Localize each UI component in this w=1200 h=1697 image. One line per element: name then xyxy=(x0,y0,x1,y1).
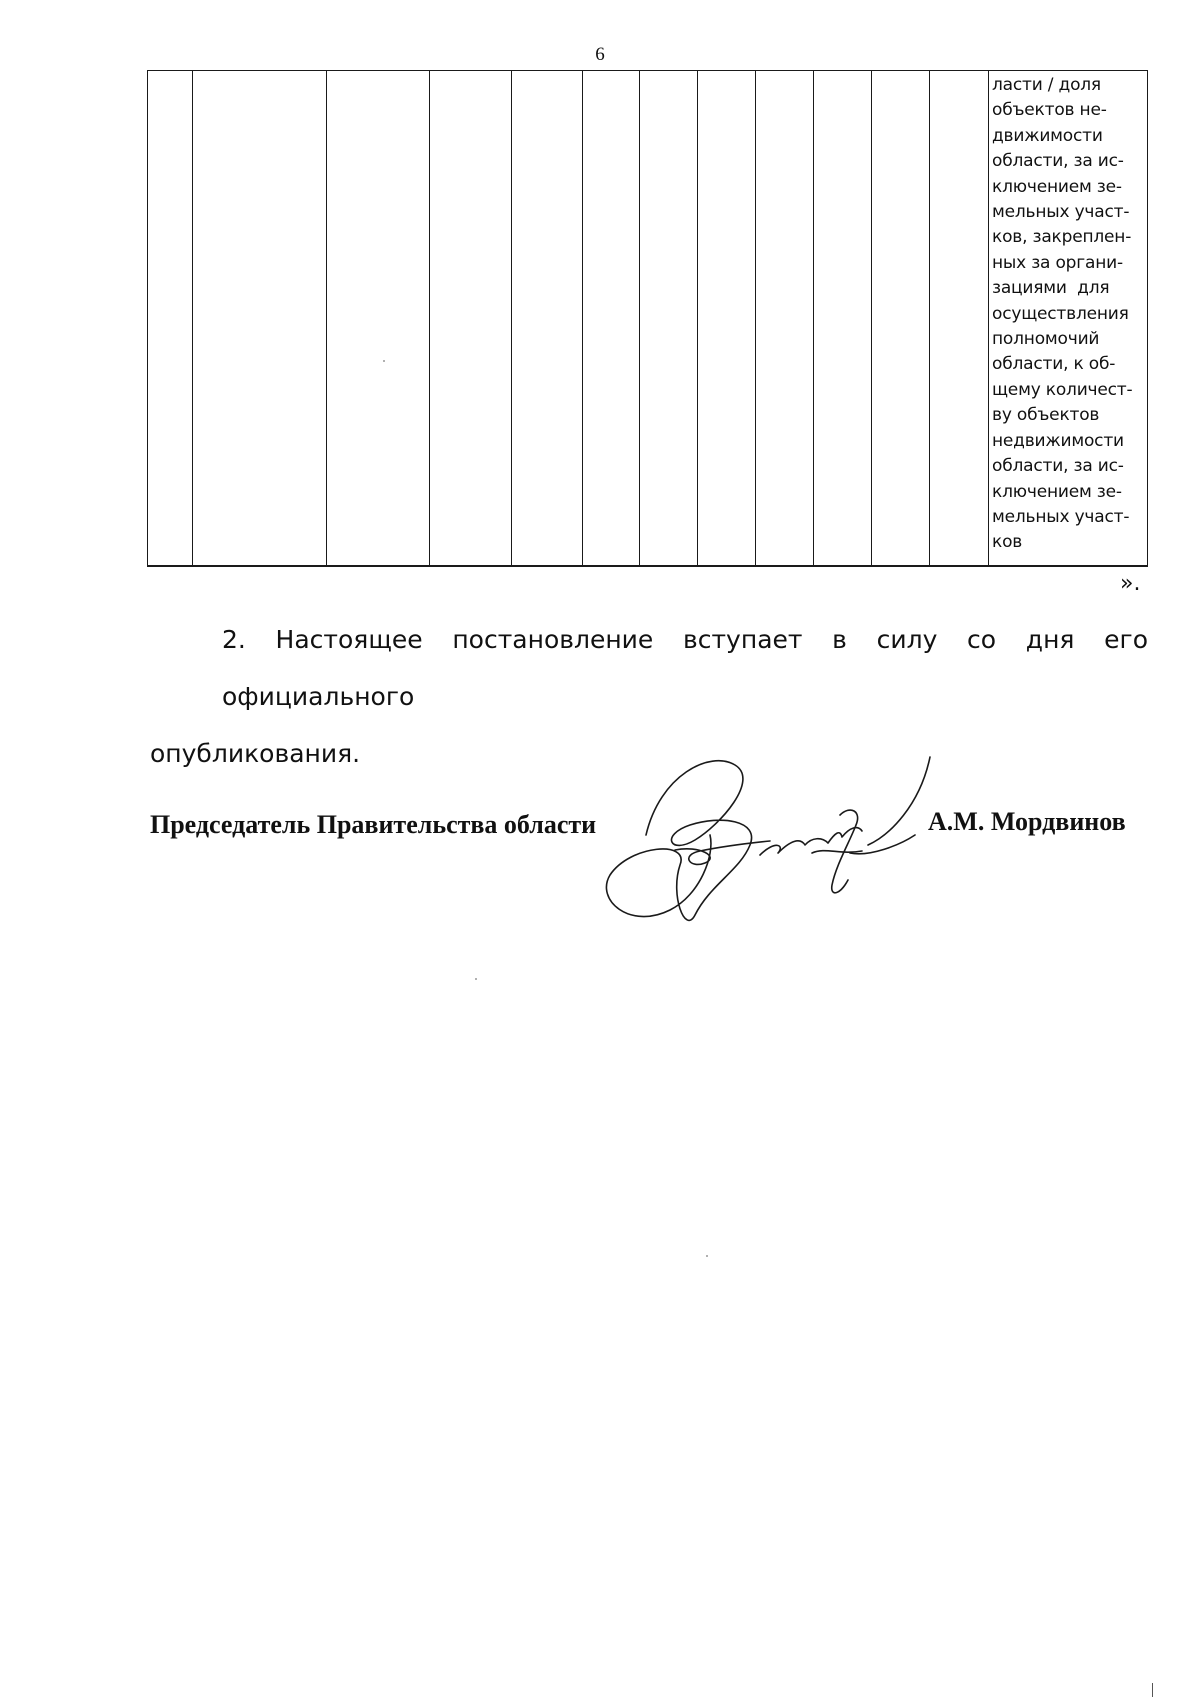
table-cell-empty xyxy=(814,71,872,567)
paragraph-line: опубликования. xyxy=(150,739,361,768)
table-cell-empty xyxy=(640,71,698,567)
indicator-text-line: полномочий xyxy=(992,329,1100,350)
indicator-text-line: ласти / доля xyxy=(992,75,1101,95)
indicator-text-line: области, за ис- xyxy=(992,151,1124,172)
page-number: 6 xyxy=(595,44,605,65)
table-cell-empty xyxy=(698,71,756,567)
indicator-table-fragment xyxy=(147,70,1148,567)
indicator-text-line: недвижимости xyxy=(992,430,1124,451)
table-cell-empty xyxy=(512,71,583,567)
indicator-text-line: щему количест- xyxy=(992,379,1133,400)
indicator-text-line: мельных участ- xyxy=(992,202,1130,223)
indicator-text-line: ключением зе- xyxy=(992,176,1122,197)
indicator-text-line: ных за органи- xyxy=(992,252,1123,273)
indicator-text-line: области, за ис- xyxy=(992,456,1124,477)
indicator-text-line: области, к об- xyxy=(992,354,1116,375)
table-cell-empty xyxy=(327,71,430,567)
table-cell-empty xyxy=(930,71,989,567)
indicator-text-line: ключением зе- xyxy=(992,481,1122,502)
indicator-text-line: осуществления xyxy=(992,303,1129,324)
signatory-title: Председатель Правительства области xyxy=(150,810,597,839)
table-cell-empty xyxy=(148,71,193,567)
scan-speck xyxy=(475,978,477,980)
indicator-text-line: зациями для xyxy=(992,278,1110,299)
table-cell-empty xyxy=(583,71,640,567)
scan-edge-mark xyxy=(1152,1683,1153,1697)
signatory-name: А.М. Мордвинов xyxy=(928,807,1126,836)
closing-quote: ». xyxy=(1120,571,1141,596)
table-cell-empty xyxy=(430,71,512,567)
indicator-text-line: мельных участ- xyxy=(992,506,1130,527)
indicator-text-line: ков, закреплен- xyxy=(992,227,1132,248)
table-cell-empty xyxy=(756,71,814,567)
handwritten-signature xyxy=(600,745,960,945)
table-cell-empty xyxy=(193,71,327,567)
scan-speck xyxy=(706,1255,708,1257)
scan-speck xyxy=(383,360,385,362)
indicator-name-cell xyxy=(989,71,1148,567)
paragraph-line: 2. Настоящее постановление вступает в силу со дня его официального xyxy=(222,625,1148,711)
indicator-text-line: ву объектов xyxy=(992,405,1100,426)
indicator-text-line: объектов не- xyxy=(992,100,1107,121)
table-row xyxy=(148,71,1148,567)
table-cell-empty xyxy=(872,71,930,567)
indicator-text-line: ков xyxy=(992,532,1023,553)
indicator-text-line: движимости xyxy=(992,125,1103,146)
